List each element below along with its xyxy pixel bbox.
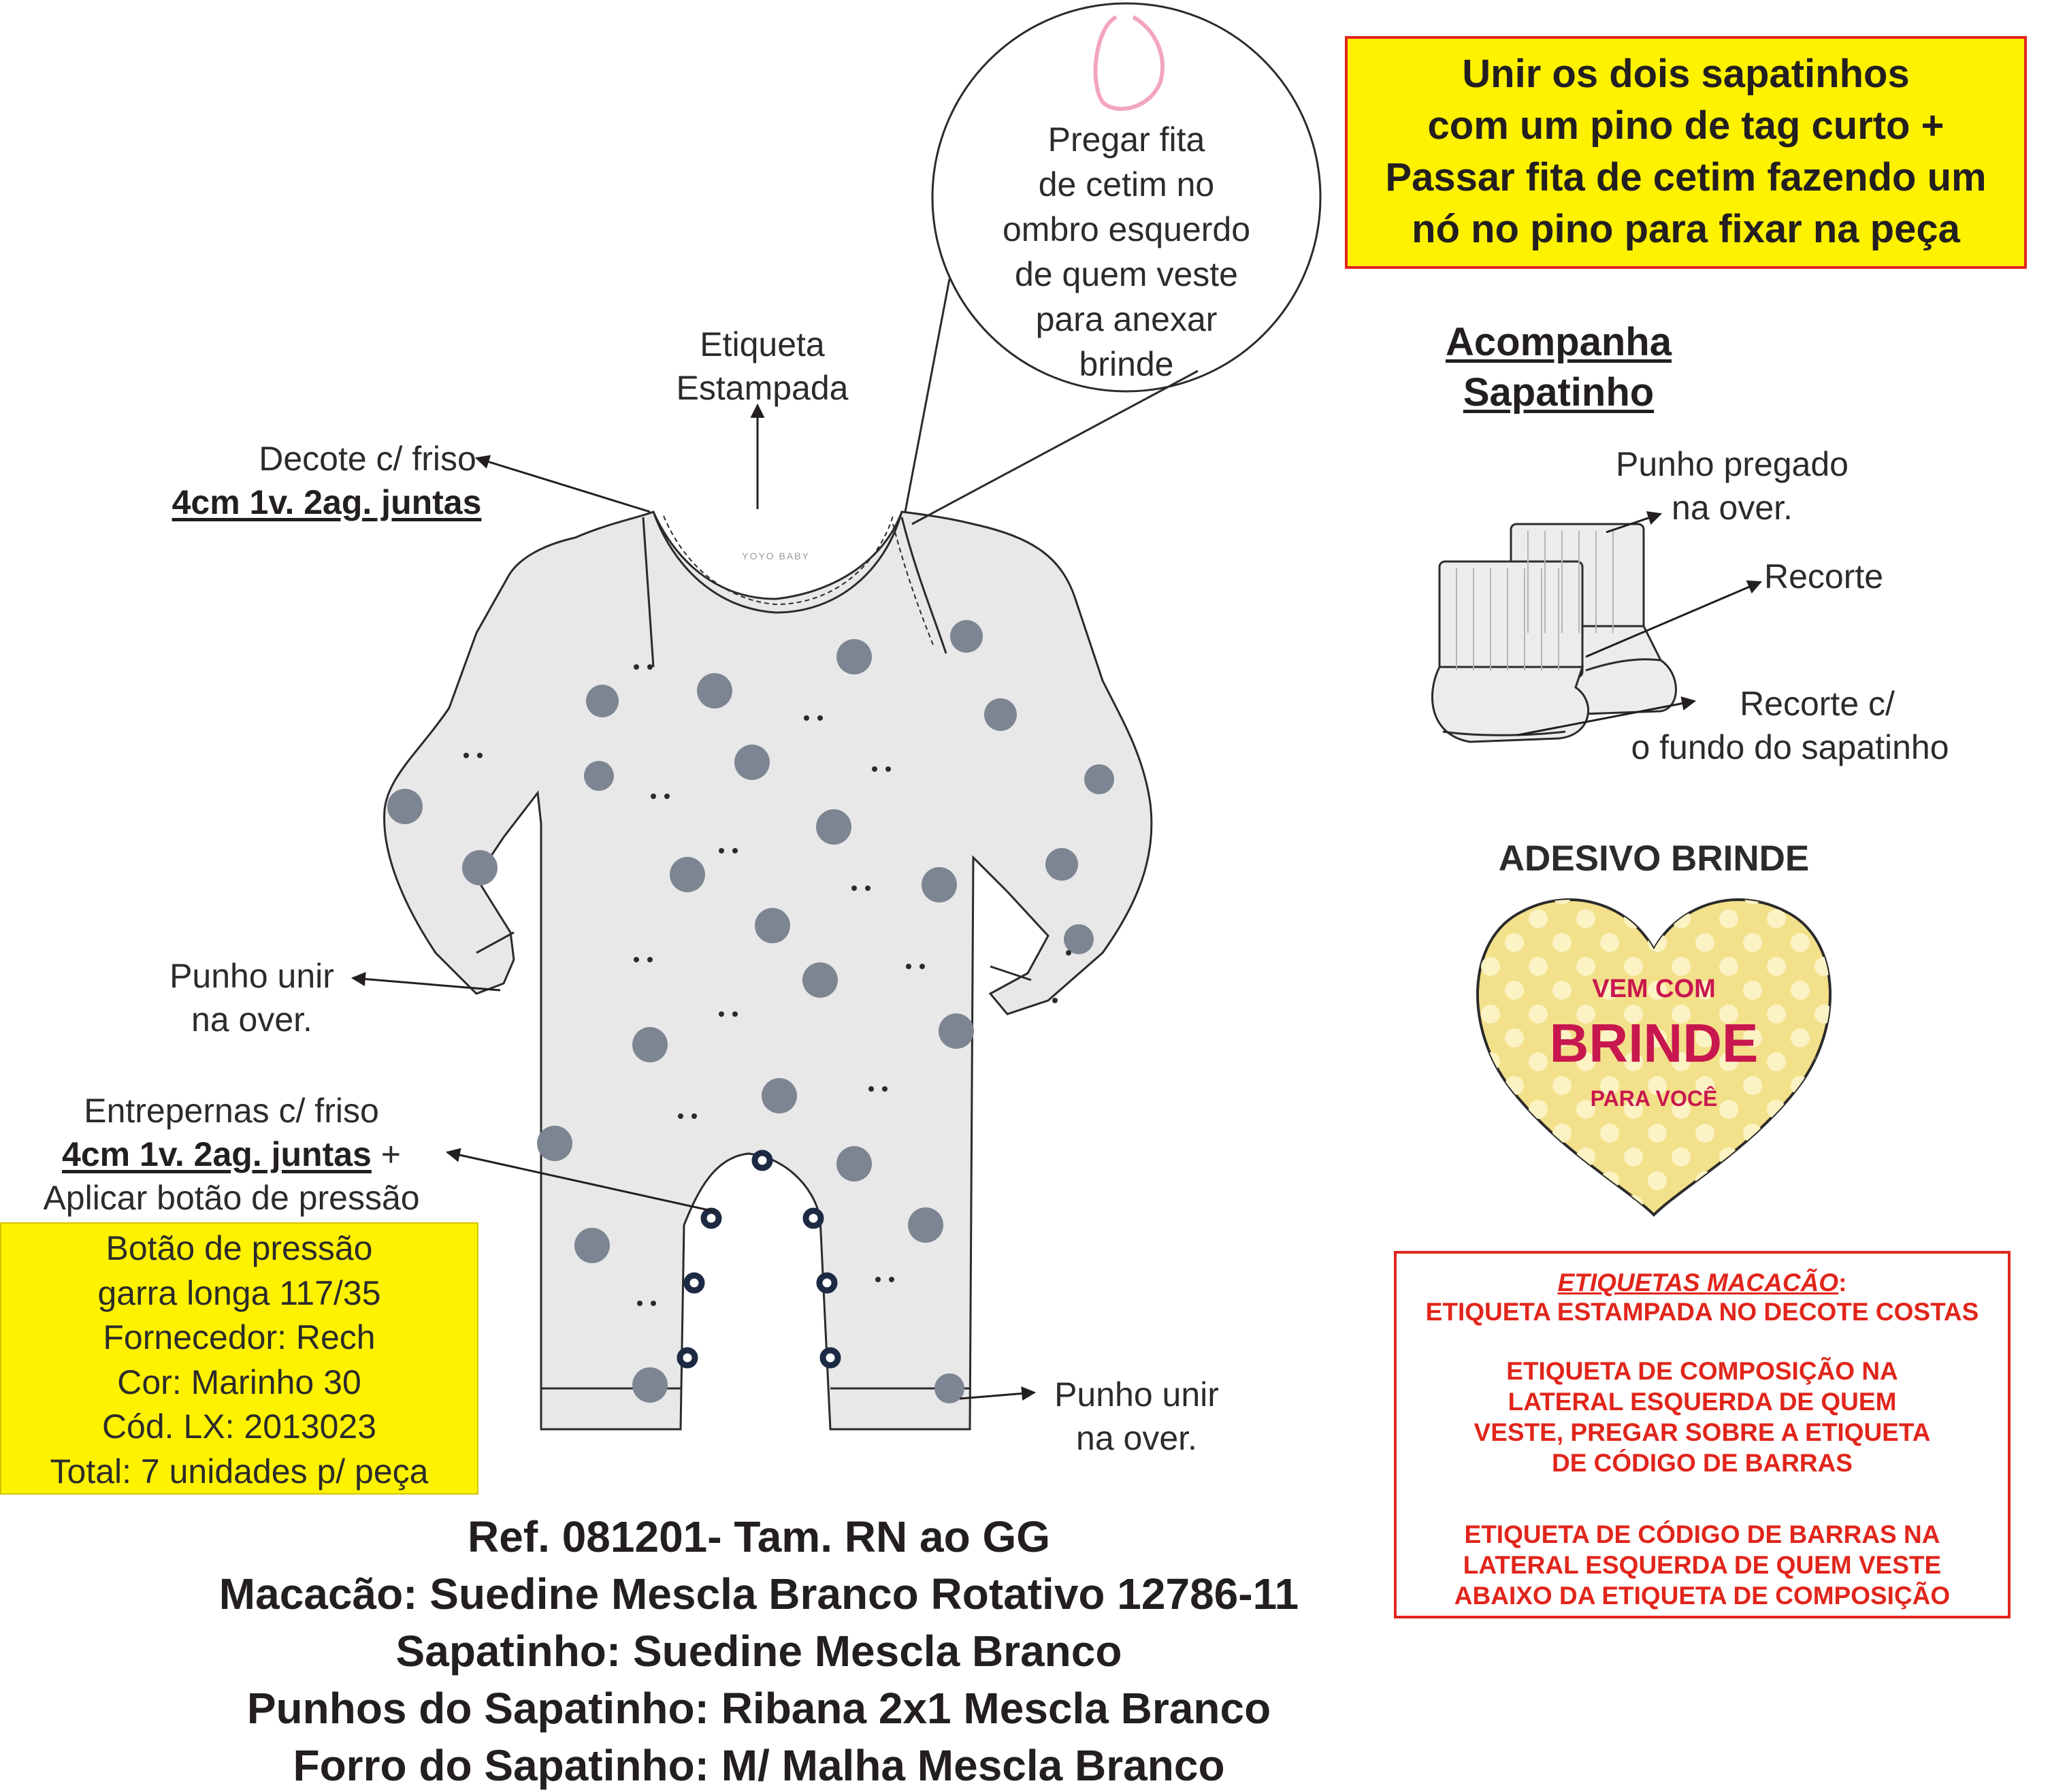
etiquetas-title: ETIQUETAS MACACÃO — [1557, 1269, 1839, 1297]
top-note-box — [1345, 36, 2027, 269]
sticker-line1: VEM COM — [1592, 975, 1716, 1003]
macacao-line: Macacão: Suedine Mescla Branco Rotativo 12786-11 — [218, 1569, 1299, 1618]
shoe-punho-label: Punho pregado na over. — [1616, 445, 1849, 527]
snap-button — [806, 1211, 821, 1226]
sticker-line3: PARA VOCÊ — [1590, 1086, 1718, 1111]
adesivo-title: ADESIVO BRINDE — [1498, 838, 1810, 879]
punho-right-label: Punho unir na over. — [1054, 1375, 1219, 1457]
snap-button — [687, 1275, 702, 1290]
etiquetas-line1: ETIQUETA ESTAMPADA NO DECOTE COSTAS — [1425, 1298, 1979, 1326]
garment-brand: YOYO BABY — [742, 551, 810, 561]
punho-left-label: Punho unir na over. — [169, 957, 334, 1039]
snap-button — [819, 1275, 834, 1290]
sticker-line2: BRINDE — [1549, 1013, 1759, 1073]
snap-button — [755, 1153, 770, 1168]
snap-button — [823, 1350, 838, 1365]
etiquetas-block2: ETIQUETA DE COMPOSIÇÃO NA LATERAL ESQUERDA DE QUEM VESTE, PREGAR SOBRE A ETIQUETA DE CÓDIGO DE BARRAS — [1474, 1357, 1931, 1477]
circle-leader-left — [905, 279, 949, 512]
decote-label: Decote c/ friso 4cm 1v. 2ag. juntas — [136, 437, 517, 524]
etiquetas-block3: ETIQUETA DE CÓDIGO DE BARRAS NA LATERAL ESQUERDA DE QUEM VESTE ABAIXO DA ETIQUETA DE COMPOSIÇÃO — [1454, 1520, 1951, 1610]
circle-note: Pregar fita de cetim no ombro esquerdo de quem veste para anexar brinde — [1002, 120, 1251, 383]
top-note-text: Unir os dois sapatinhos com um pino de tag curto + Passar fita de cetim fazendo um nó no pino para fixar na peça — [1385, 52, 1987, 251]
bootie-front-cuff — [1439, 561, 1582, 677]
acompanha-title: Acompanha Sapatinho — [1446, 320, 1672, 414]
entrepernas-spec: 4cm 1v. 2ag. juntas — [62, 1135, 372, 1173]
right-cuff-line — [990, 966, 1031, 980]
decote-spec: 4cm 1v. 2ag. juntas — [172, 483, 482, 521]
button-spec-box: Botão de pressão garra longa 117/35 Fornecedor: Rech Cor: Marinho 30 Cód. LX: 2013023 Total: 7 unidades p/ peça — [0, 1222, 478, 1495]
bootie-front-foot — [1432, 667, 1588, 742]
etiqueta-label: Etiqueta Estampada — [676, 325, 849, 407]
punhos-sapatinho-line: Punhos do Sapatinho: Ribana 2x1 Mescla Branco — [246, 1684, 1271, 1733]
sapatinho-line: Sapatinho: Suedine Mescla Branco — [395, 1627, 1122, 1676]
sticker-heart — [1478, 900, 1830, 1215]
circle-leader-right — [912, 371, 1198, 524]
ref-line: Ref. 081201- Tam. RN ao GG — [468, 1512, 1050, 1561]
forro-sapatinho-line: Forro do Sapatinho: M/ Malha Mescla Branco — [293, 1741, 1225, 1790]
jumpsuit-body — [385, 512, 1152, 1429]
snap-button — [680, 1350, 695, 1365]
shoe-recorte-fundo-label: Recorte c/ o fundo do sapatinho — [1631, 685, 1949, 766]
shoe-recorte-label: Recorte — [1764, 557, 1884, 596]
snap-button — [704, 1211, 719, 1226]
jumpsuit-illustration — [385, 512, 1152, 1429]
entrepernas-label: Entrepernas c/ friso 4cm 1v. 2ag. juntas + Aplicar botão de pressão — [43, 1092, 420, 1217]
etiquetas-box: ETIQUETAS MACACÃO: ETIQUETA ESTAMPADA NO DECOTE COSTAS ETIQUETA DE COMPOSIÇÃO NA LATERAL ESQUERDA DE QUEM VESTE, PREGAR SOBRE A ETIQUETA DE CÓDIGO DE BARRAS ETIQUETA DE CÓDIGO DE BARRAS NA LATERAL ESQUERDA DE QUEM VESTE ABAIXO DA ETIQUETA DE COMPOSIÇÃO — [1394, 1251, 2011, 1618]
